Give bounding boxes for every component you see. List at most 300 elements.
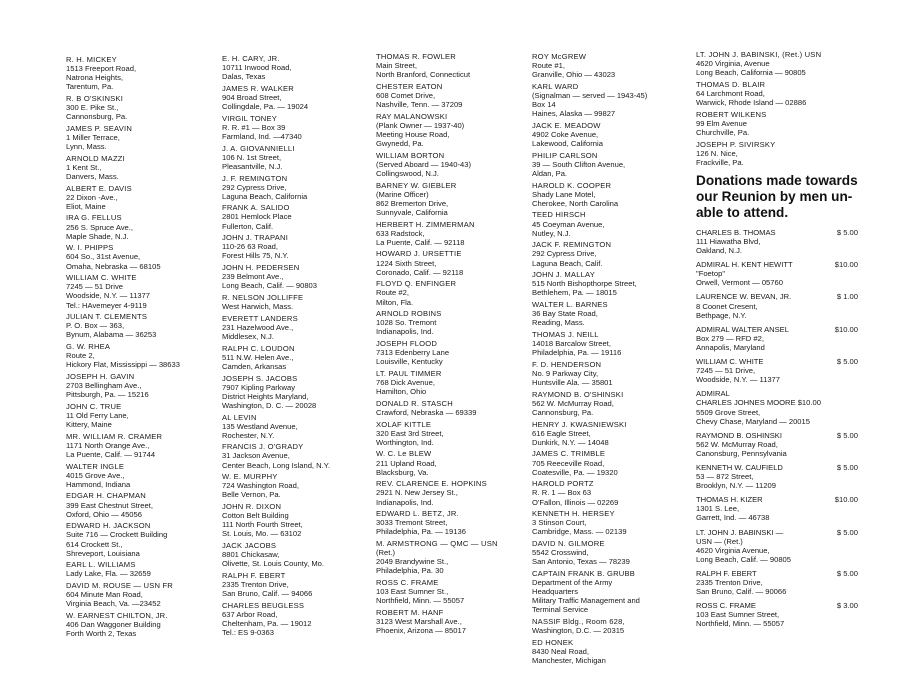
entry-name: JAMES R. WALKER	[222, 83, 294, 93]
entry-address-line: Dalas, Texas	[222, 72, 266, 82]
address-entry	[66, 312, 216, 339]
entry-address-line: Hammond, Indiana	[66, 479, 131, 489]
address-entry	[222, 541, 370, 568]
entry-address-line: Main Street,	[376, 61, 417, 71]
entry-address-line: Oxford, Ohio — 45056	[66, 509, 142, 519]
donation-amount: $10.00	[834, 324, 858, 334]
donation-header-row	[696, 495, 876, 504]
entry-address-line: Lynn, Mass.	[66, 142, 107, 152]
address-entry	[696, 80, 876, 107]
entry-address-line: Middlesex, N.J.	[222, 331, 274, 341]
entry-address-line: 8801 Chickasaw,	[222, 550, 280, 560]
entry-name: XOLAF KITTLE	[376, 419, 432, 429]
donation-entry	[696, 325, 876, 352]
donation-amount: $10.00	[834, 260, 858, 270]
entry-address-line: R. R. #1 — Box 39	[222, 122, 286, 132]
entry-address-line: Cheltenham, Pa. — 19012	[222, 619, 312, 629]
entry-address-line: Northfield, Minn. — 55057	[376, 596, 465, 606]
entry-name: R. H. MICKEY	[66, 55, 117, 64]
entry-address-line: 2703 Bellingham Ave.,	[66, 381, 142, 391]
entry-address-line: 22 Dixon -Ave.,	[66, 192, 118, 202]
entry-name: ROBERT M. HANF	[376, 607, 444, 617]
entry-address-line: 239 Belmont Ave.,	[222, 272, 284, 282]
entry-name: HENRY J. KWASNIEWSKI	[532, 419, 627, 429]
entry-address-line: Gwynedd, Pa.	[376, 139, 424, 149]
address-entry	[66, 94, 216, 121]
address-entry	[66, 124, 216, 151]
entry-name: HOWARD J. URSETTIE	[376, 249, 462, 259]
entry-address-line: Shreveport, Louisiana	[66, 548, 140, 558]
entry-name: DAVID M. ROUSE — USN FR	[66, 581, 173, 591]
entry-name: WILLIAM C. WHITE	[66, 273, 137, 283]
entry-name: W. I. PHIPPS	[66, 243, 114, 253]
column-2	[222, 54, 370, 640]
entry-address-line: 3123 West Marshall Ave.,	[376, 617, 462, 627]
entry-name: ROBERT WILKENS	[696, 109, 767, 119]
entry-name: J. A. GIOVANNIELLI	[222, 143, 295, 153]
address-entry	[66, 432, 216, 459]
donor-address-line: Brooklyn, N.Y. — 11209	[696, 481, 776, 491]
entry-name: F. D. HENDERSON	[532, 359, 602, 369]
donor-name: WILLIAM C. WHITE	[696, 357, 764, 367]
entry-name: M. ARMSTRONG — QMC — USN	[376, 539, 498, 549]
entry-address-line: 724 Washington Road,	[222, 481, 299, 491]
donor-address-line: 7245 — 51 Drive,	[696, 366, 756, 376]
entry-name: W. E. MURPHY	[222, 472, 278, 482]
entry-address-line: 2801 Hemlock Place	[222, 212, 292, 222]
entry-address-line: 1513 Freeport Road,	[66, 64, 137, 74]
donor-address-line: "Foetop"	[696, 269, 726, 279]
address-entry	[532, 240, 688, 267]
donations-heading-line: our Reunion by men un-	[696, 188, 853, 204]
entry-address-line: Cannonsburg, Pa.	[532, 407, 594, 417]
entry-address-line: Bynum, Alabama — 36253	[66, 330, 157, 340]
entry-address-line: 1 Kent St.,	[66, 162, 102, 172]
entry-address-line: Meeting House Road,	[376, 129, 450, 139]
address-entry	[222, 601, 370, 637]
donation-entry	[696, 528, 876, 564]
entry-name: EDGAR H. CHAPMAN	[66, 491, 146, 501]
entry-address-line: Nutley, N.J.	[532, 228, 571, 238]
entry-name: PHILIP CARLSON	[532, 150, 598, 160]
donations-heading-line: Donations made towards	[696, 172, 858, 188]
address-entry	[66, 55, 216, 91]
entry-name: BARNEY W. GIEBLER	[376, 180, 457, 190]
entry-address-line: San Bruno, Calif. — 94066	[222, 589, 313, 599]
entry-name: KENNETH H. HERSEY	[532, 509, 615, 519]
entry-name: JACK F. REMINGTON	[532, 240, 612, 250]
donation-entry	[696, 463, 876, 490]
donation-amount: $ 5.00	[836, 227, 858, 237]
address-entry	[222, 344, 370, 371]
entry-name: WALTER INGLE	[66, 461, 125, 471]
donor-address-line: Orwell, Vermont — 05760	[696, 278, 783, 288]
entry-address-line: Collingswood, N.J.	[376, 168, 439, 178]
entry-address-line: Eliot, Maine	[66, 201, 106, 211]
donation-header-row	[696, 357, 876, 366]
address-entry	[376, 578, 526, 605]
entry-address-line: 111 North Fourth Street,	[222, 520, 303, 530]
entry-name: FLOYD Q. ENFINGER	[376, 279, 457, 289]
address-entry	[532, 82, 688, 118]
donation-entry	[696, 389, 876, 425]
address-entry	[376, 249, 526, 276]
entry-address-line: Rochester, N.Y.	[222, 430, 275, 440]
entry-address-line: 135 Westland Avenue,	[222, 421, 298, 431]
entry-address-line: 64 Larchmont Road,	[696, 88, 765, 98]
entry-name: LT. PAUL TIMMER	[376, 368, 442, 378]
entry-address-line: Camden, Arkansas	[222, 361, 287, 371]
address-entry	[222, 472, 370, 499]
address-entry	[66, 462, 216, 489]
donor-name: LT. JOHN J. BABINSKI —	[696, 527, 784, 537]
entry-address-line: 904 Broad Street,	[222, 92, 282, 102]
entry-name: RAY MALANOWSKI	[376, 111, 448, 121]
entry-name: FRANK A. SALIDO	[222, 203, 290, 213]
entry-name: JAMES C. TRIMBLE	[532, 449, 606, 459]
entry-address-line: Huntsville Ala. — 35801	[532, 378, 613, 388]
column-1	[66, 55, 216, 641]
donor-address-line: 103 East Sumner Street,	[696, 610, 780, 620]
entry-name: EDWARD L. BETZ, JR.	[376, 509, 459, 519]
address-entry	[376, 309, 526, 336]
donor-address-line: Bethpage, N.Y.	[696, 310, 747, 320]
entry-address-line: Nashville, Tenn. — 37209	[376, 100, 463, 110]
entry-address-line: Fullerton, Calif.	[222, 221, 274, 231]
entry-address-line: (Served Aboard — 1940-43)	[376, 159, 471, 169]
entry-address-line: 39 — South Clifton Avenue,	[532, 159, 626, 169]
entry-address-line: 616 Eagle Street,	[532, 428, 591, 438]
address-entry	[696, 50, 876, 77]
entry-address-line: Hickory Flat, Mississippi — 38633	[66, 360, 180, 370]
address-entry	[376, 449, 526, 476]
entry-address-line: Maple Shade, N.J.	[66, 231, 129, 241]
address-entry	[532, 121, 688, 148]
entry-address-line: (Signalman — served — 1943-45)	[532, 90, 648, 100]
donation-header-row	[696, 463, 876, 472]
address-entry	[376, 479, 526, 506]
donor-address-line: 53 — 872 Street,	[696, 472, 754, 482]
entry-address-line: 211 Upland Road,	[376, 458, 437, 468]
entry-name: CAPTAIN FRANK B. GRUBB	[532, 568, 635, 578]
entry-address-line: 511 N.W. Helen Ave.,	[222, 352, 294, 362]
donation-entry	[696, 495, 876, 522]
address-entry	[532, 52, 688, 79]
address-entry	[532, 151, 688, 178]
donor-address-line: 5509 Grove Street,	[696, 407, 761, 417]
entry-address-line: Manchester, Michigan	[532, 656, 606, 665]
entry-name: TEED HIRSCH	[532, 210, 586, 220]
entry-address-line: O'Fallon, Illinois — 02269	[532, 497, 619, 507]
entry-address-line: 3 Stinson Court,	[532, 518, 587, 528]
entry-address-line: Virginia Beach, Va. —23452	[66, 599, 161, 609]
address-entry	[532, 617, 688, 635]
entry-name: WILLIAM BORTON	[376, 150, 445, 160]
entry-address-line: Philadelphia, Pa. — 19136	[376, 527, 466, 537]
entry-address-line: 4015 Grove Ave.,	[66, 470, 125, 480]
entry-address-line: 103 East Sumner St.,	[376, 587, 449, 597]
address-entry	[376, 220, 526, 247]
address-entry	[376, 339, 526, 366]
donation-amount: $ 5.00	[836, 462, 858, 472]
entry-address-line: 110-26 63 Road,	[222, 242, 279, 252]
entry-address-line: Cannonsburg, Pa.	[66, 112, 128, 122]
entry-name: ROSS C. FRAME	[376, 578, 439, 588]
entry-address-line: 768 Dick Avenue,	[376, 378, 435, 388]
address-entry	[66, 154, 216, 181]
donation-amount: $10.00	[834, 495, 858, 505]
entry-name: JOSEPH FLOOD	[376, 339, 438, 349]
entry-name: JOSEPH S. JACOBS	[222, 373, 298, 383]
address-entry	[376, 420, 526, 447]
donation-amount: $ 1.00	[836, 292, 858, 302]
entry-address-line: Farmland, Ind. —47340	[222, 131, 302, 141]
entry-name: JOHN R. DIXON	[222, 502, 282, 512]
entry-address-line: Shady Lane Motel,	[532, 189, 596, 199]
donor-address-line: 4620 Virginia Avenue,	[696, 545, 770, 555]
entry-name: G. W. RHEA	[66, 342, 111, 352]
entry-address-line: Kittery, Maine	[66, 420, 112, 429]
address-entry	[66, 521, 216, 557]
entry-address-line: Coatesville, Pa. — 19320	[532, 467, 618, 477]
entry-address-line: Philadelphia, Pa. 30	[376, 566, 444, 576]
donor-address-line: CHARLES JOHNES MOORE $10.00	[696, 398, 821, 408]
entry-address-line: Indianapolis, Ind.	[376, 497, 434, 507]
donor-name: RAYMOND B. OSHINSKI	[696, 430, 782, 440]
address-entry	[66, 402, 216, 429]
address-entry	[222, 571, 370, 598]
entry-address-line: 399 East Chestnut Street,	[66, 500, 153, 510]
entry-address-line: 562 W. McMurray Road,	[532, 398, 614, 408]
address-entry	[222, 442, 370, 469]
entry-name: ED HONEK	[532, 637, 574, 647]
entry-address-line: 7313 Edenberry Lane	[376, 348, 450, 358]
entry-name: REV. CLARENCE E. HOPKINS	[376, 479, 487, 489]
entry-name: AL LEVIN	[222, 412, 257, 422]
entry-address-line: La Puente, Calif. — 91744	[66, 449, 156, 459]
entry-name: HAROLD K. COOPER	[532, 180, 612, 190]
entry-address-line: Philadelphia, Pa. — 19116	[532, 348, 622, 358]
donation-amount: $ 5.00	[836, 527, 858, 537]
entry-address-line: 36 Bay State Road,	[532, 309, 598, 319]
donor-address-line: 562 W. McMurray Road,	[696, 439, 778, 449]
entry-address-line: 633 Radstock,	[376, 228, 425, 238]
entry-name: JOHN J. MALLAY	[532, 270, 596, 280]
entry-name: JOHN J. TRAPANI	[222, 233, 289, 243]
donor-address-line: 2335 Trenton Drive,	[696, 578, 763, 587]
donor-address-line: 1301 S. Lee,	[696, 504, 740, 514]
entry-address-line: 2921 N. New Jersey St.,	[376, 488, 458, 498]
entry-address-line: (Ret.)	[376, 548, 395, 558]
entry-address-line: Laguna Beach, California	[222, 191, 308, 201]
entry-address-line: Lady Lake, Fla. — 32659	[66, 569, 151, 579]
entry-address-line: La Puente, Calif. — 92118	[376, 237, 465, 247]
entry-address-line: 2049 Brandywine St.,	[376, 557, 449, 567]
entry-name: IRA G. FELLUS	[66, 213, 122, 223]
donations-heading	[696, 173, 876, 221]
donation-header-row	[696, 325, 876, 334]
entry-address-line: 7907 Kipling Parkway	[222, 382, 296, 392]
entry-address-line: Bethlehem, Pa. — 18015	[532, 288, 617, 298]
entry-address-line: Hamilton, Ohio	[376, 387, 427, 397]
entry-name: CHESTER EATON	[376, 81, 443, 91]
entry-address-line: 4902 Coke Avenue,	[532, 129, 599, 139]
entry-name: HAROLD PORTZ	[532, 479, 594, 489]
entry-name: JOHN H. PEDERSEN	[222, 263, 300, 273]
address-entry	[532, 569, 688, 614]
entry-address-line: Forest Hills 75, N.Y.	[222, 251, 289, 261]
entry-address-line: Milton, Fla.	[376, 297, 414, 307]
entry-address-line: Washington, D.C. — 20315	[532, 626, 625, 636]
entry-address-line: Louisville, Kentucky	[376, 357, 443, 367]
entry-address-line: Box 14	[532, 100, 556, 110]
entry-address-line: 11 Old Ferry Lane,	[66, 410, 129, 420]
address-entry	[66, 213, 216, 240]
address-entry	[222, 203, 370, 230]
address-entry	[376, 539, 526, 575]
entry-address-line: 300 E. Pike St.,	[66, 103, 119, 113]
entry-name: MR. WILLIAM R. CRAMER	[66, 431, 163, 441]
donations-list	[696, 228, 876, 629]
address-entry	[376, 509, 526, 536]
entry-address-line: Cambridge, Mass. — 02139	[532, 527, 627, 537]
donation-entry	[696, 431, 876, 458]
entry-name: EVERETT LANDERS	[222, 313, 298, 323]
entry-address-line: Olivette, St. Louis County, Mo.	[222, 559, 324, 569]
entry-address-line: Sunnyvale, California	[376, 207, 448, 217]
entry-name: THOMAS R. FOWLER	[376, 52, 456, 61]
entry-address-line: 8430 Neal Road,	[532, 646, 589, 656]
entry-name: VIRGIL TONEY	[222, 113, 278, 123]
donation-amount: $ 3.00	[836, 601, 858, 611]
donor-name: LAURENCE W. BEVAN, JR.	[696, 292, 792, 302]
entry-address-line: Belle Vernon, Pa.	[222, 490, 281, 500]
address-entry	[222, 413, 370, 440]
donation-header-row	[696, 569, 876, 578]
entry-address-line: Natrona Heights,	[66, 73, 123, 83]
donor-address-line: Northfield, Minn. — 55057	[696, 619, 785, 629]
entry-address-line: Phoenix, Arizona — 85017	[376, 626, 466, 636]
entry-address-line: 608 Comet Drive,	[376, 90, 436, 100]
entry-address-line: Omaha, Nebraska — 68105	[66, 261, 161, 271]
donation-header-row	[696, 292, 876, 301]
entry-address-line: 5542 Crosswind,	[532, 548, 589, 558]
entry-address-line: District Heights Maryland,	[222, 391, 309, 401]
entry-name: DAVID N. GILMORE	[532, 539, 605, 549]
address-entry	[376, 82, 526, 109]
entry-address-line: 45 Coeyman Avenue,	[532, 219, 605, 229]
entry-name: J. F. REMINGTON	[222, 173, 288, 183]
entry-address-line: 1 Miller Terrace,	[66, 132, 120, 142]
entry-name: E. H. CARY, JR.	[222, 54, 280, 63]
address-entry	[532, 539, 688, 566]
entry-address-line: Granville, Ohio — 43023	[532, 70, 616, 80]
address-entry	[532, 181, 688, 208]
entry-address-line: Coronado, Calif. — 92118	[376, 267, 464, 277]
entry-name: NASSIF Bldg., Room 628,	[532, 617, 625, 627]
address-entry	[532, 360, 688, 387]
entry-name: CHARLES BEUGLESS	[222, 600, 305, 610]
donor-name: KENNETH W. CAUFIELD	[696, 462, 783, 472]
address-entry	[222, 54, 370, 81]
entry-address-line: Reading, Mass.	[532, 318, 585, 328]
donor-name: ADMIRAL H. KENT HEWITT	[696, 260, 793, 270]
entry-address-line: Terminal Service	[532, 605, 589, 615]
address-entry	[222, 233, 370, 260]
donor-address-line: Oakland, N.J.	[696, 246, 743, 256]
address-entry	[222, 502, 370, 538]
entry-address-line: Dunkirk, N.Y. — 14048	[532, 437, 609, 447]
entry-address-line: 862 Bremerton Drive,	[376, 198, 449, 208]
entry-name: R. NELSON JOLLIFFE	[222, 293, 304, 302]
donor-name: ADMIRAL WALTER ANSEL	[696, 324, 789, 334]
entry-name: DONALD R. STASCH	[376, 398, 453, 408]
entry-name: ARNOLD MAZZI	[66, 153, 125, 163]
donation-entry	[696, 601, 876, 628]
address-entry	[532, 479, 688, 506]
address-entry	[222, 293, 370, 311]
donation-header-row	[696, 431, 876, 440]
entry-address-line: San Antonio, Texas — 78239	[532, 557, 630, 567]
entry-address-line: Forth Worth 2, Texas	[66, 629, 137, 639]
entry-name: W. EARNEST CHILTON, JR.	[66, 610, 168, 620]
entry-name: EARL L. WILLIAMS	[66, 560, 136, 570]
entry-name: JULIAN T. CLEMENTS	[66, 312, 148, 322]
donation-entry	[696, 260, 876, 287]
entry-address-line: Blacksburg, Va.	[376, 467, 429, 477]
entry-address-line: 106 N. 1st Street,	[222, 152, 282, 162]
entry-address-line: 637 Arbor Road,	[222, 609, 278, 619]
address-entry	[532, 390, 688, 417]
entry-address-line: Pittsburgh, Pa. — 15216	[66, 390, 149, 400]
entry-address-line: 1224 Sixth Street,	[376, 258, 437, 268]
donor-address-line: 8 Coonet Cresent,	[696, 301, 758, 311]
entry-name: KARL WARD	[532, 81, 579, 91]
donations-heading-line: able to attend.	[696, 204, 789, 220]
entry-name: JOSEPH H. GAVIN	[66, 371, 135, 381]
address-entry	[66, 560, 216, 578]
address-entry	[532, 638, 688, 665]
entry-address-line: (Marine Officer)	[376, 189, 429, 199]
entry-address-line: St. Louis, Mo. — 63102	[222, 529, 302, 539]
entry-address-line: Tarentum, Pa.	[66, 82, 114, 92]
donation-header-row	[696, 528, 876, 537]
entry-name: ROY McGREW	[532, 52, 587, 61]
donor-address-line: Annapolis, Maryland	[696, 342, 765, 352]
donor-address-line: San Bruno, Calif. — 90066	[696, 587, 787, 597]
address-entry	[532, 300, 688, 327]
address-entry	[532, 330, 688, 357]
entry-address-line: 292 Cypress Drive,	[532, 249, 597, 259]
entry-name: THOMAS J. NEILL	[532, 329, 599, 339]
entry-name: ALBERT E. DAVIS	[66, 183, 132, 193]
entry-address-line: 320 East 3rd Street,	[376, 428, 444, 438]
entry-address-line: Headquarters	[532, 587, 579, 597]
entry-address-line: Danvers, Mass.	[66, 171, 119, 181]
address-entry	[376, 112, 526, 148]
entry-address-line: (Plank Owner — 1937-40)	[376, 120, 465, 130]
address-entry	[222, 114, 370, 141]
donation-amount: $ 5.00	[836, 357, 858, 367]
entry-name: THOMAS D. BLAIR	[696, 79, 766, 89]
address-entry	[66, 372, 216, 399]
donation-amount: $ 5.00	[836, 568, 858, 578]
address-entry	[66, 184, 216, 211]
entry-address-line: 406 Dan Waggoner Building	[66, 620, 161, 630]
entry-name: JACK JACOBS	[222, 541, 277, 551]
entry-address-line: P. O. Box — 363,	[66, 321, 125, 331]
entry-name: RAYMOND B. O'SHINSKI	[532, 389, 624, 399]
